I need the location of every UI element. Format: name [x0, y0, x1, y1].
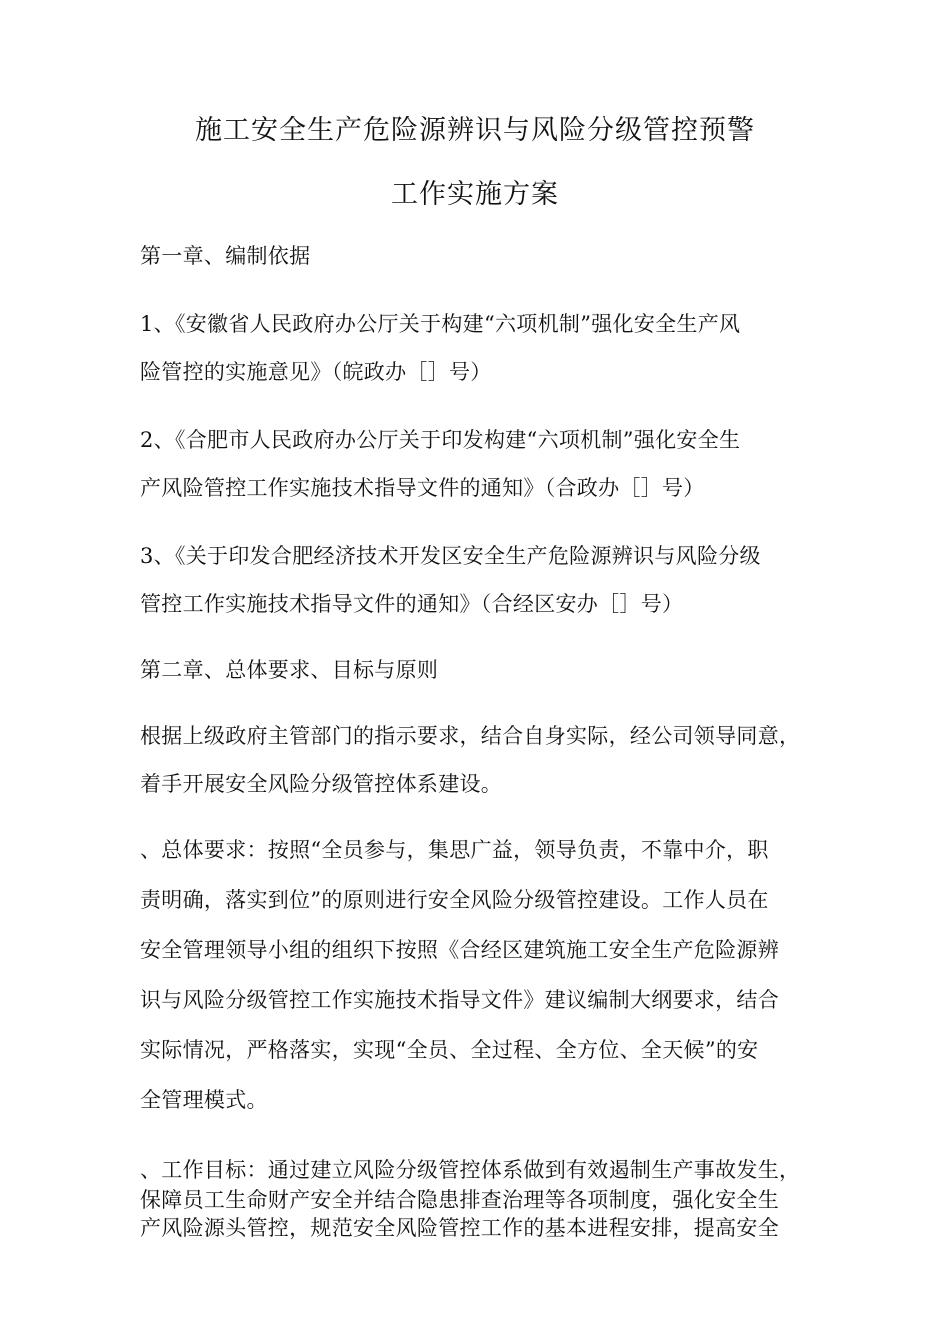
goals-paragraph-line-1: 、工作目标：通过建立风险分级管控体系做到有效遏制生产事故发生， — [140, 1158, 801, 1182]
requirements-paragraph-line-6: 全管理模式。 — [140, 1088, 268, 1112]
reference-item-2-line-2: 产风险管控工作实施技术指导文件的通知》（合政办［］号） — [140, 476, 705, 500]
goals-paragraph-line-2: 保障员工生命财产安全并结合隐患排查治理等各项制度，强化安全生 — [140, 1188, 779, 1212]
reference-item-3-line-2: 管控工作实施技术指导文件的通知》（合经区安办［］号） — [140, 592, 684, 616]
reference-item-1-line-1: 1、《安徽省人民政府办公厅关于构建“六项机制”强化安全生产风 — [140, 312, 741, 336]
reference-item-1-line-2: 险管控的实施意见》（皖政办［］号） — [140, 360, 492, 384]
requirements-paragraph-line-2: 责明确，落实到位”的原则进行安全风险分级管控建设。工作人员在 — [140, 888, 769, 912]
requirements-paragraph-line-4: 识与风险分级管控工作实施技术指导文件》建议编制大纲要求，结合 — [140, 988, 779, 1012]
chapter-2-heading: 第二章、总体要求、目标与原则 — [140, 658, 439, 682]
intro-paragraph-line-1: 根据上级政府主管部门的指示要求，结合自身实际，经公司领导同意， — [140, 724, 801, 748]
document-title-line-2: 工作实施方案 — [391, 179, 559, 210]
requirements-paragraph-line-5: 实际情况，严格落实，实现“全员、全过程、全方位、全天候”的安 — [140, 1038, 759, 1062]
document-title-line-1: 施工安全生产危险源辨识与风险分级管控预警 — [195, 115, 755, 146]
goals-paragraph-line-3: 产风险源头管控，规范安全风险管控工作的基本进程安排，提高安全 — [140, 1216, 779, 1240]
chapter-1-heading: 第一章、编制依据 — [140, 244, 311, 268]
requirements-paragraph-line-3: 安全管理领导小组的组织下按照《合经区建筑施工安全生产危险源辨 — [140, 938, 779, 962]
intro-paragraph-line-2: 着手开展安全风险分级管控体系建设。 — [140, 772, 503, 796]
requirements-paragraph-line-1: 、总体要求：按照“全员参与，集思广益，领导负责，不靠中介，职 — [140, 838, 769, 862]
reference-item-3-line-1: 3、《关于印发合肥经济技术开发区安全生产危险源辨识与风险分级 — [140, 544, 761, 568]
reference-item-2-line-1: 2、《合肥市人民政府办公厅关于印发构建“六项机制”强化安全生 — [140, 428, 741, 452]
